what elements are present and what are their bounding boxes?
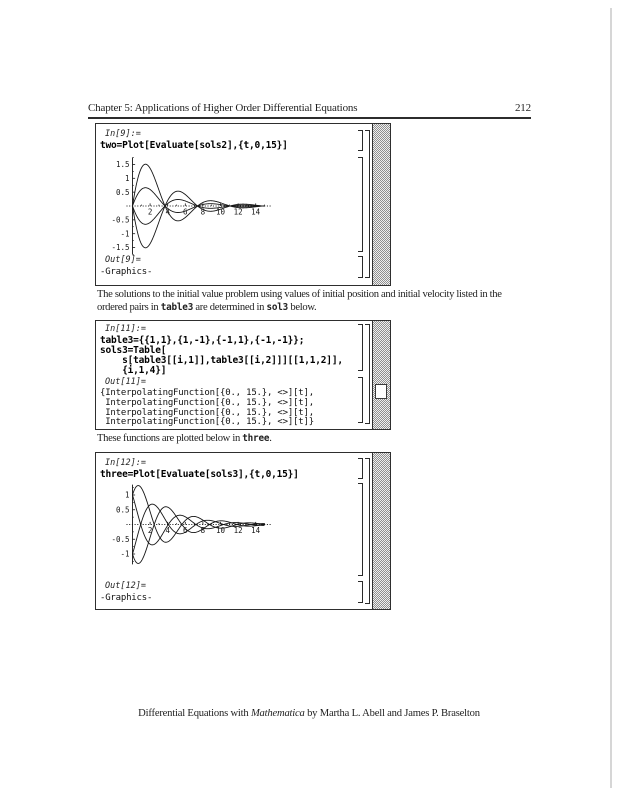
out12-graphics-text: -Graphics- [100,593,153,603]
plot-two [96,154,318,260]
svg-text:-1: -1 [120,229,130,239]
paragraph-1-text: below. [288,302,317,314]
in11-code-line: s[table3[[i,1]],table3[[i,2]]][[1,1,2]], [100,355,343,366]
cell-bracket-out9 [358,256,363,278]
svg-text:12: 12 [233,526,243,535]
header-rule [88,117,531,119]
footer-suffix: by Martha L. Abell and James P. Braselton [304,708,480,719]
cell-group-bracket-1 [365,130,370,278]
cell-bracket-in11 [358,324,363,371]
inline-code-table3: table3 [160,302,194,314]
paragraph-2 [97,432,272,445]
notebook-3-content [96,453,372,609]
paragraph-1-text: are determined in [193,302,267,314]
cell-bracket-out12 [358,581,363,603]
cell-group-bracket-3 [365,458,370,604]
in12-label: In[12]:= [105,458,146,468]
out12-label: Out[12]= [105,581,146,591]
out11-line: InterpolatingFunction[{0., 15.}, <>][t]} [100,417,314,427]
svg-text:1.5: 1.5 [115,160,130,170]
svg-text:14: 14 [251,526,261,535]
svg-text:6: 6 [183,207,188,217]
in11-code-line: table3={{1,1},{1,-1},{-1,1},{-1,-1}}; [100,335,305,346]
svg-text:8: 8 [200,207,206,217]
cell-group-bracket-2 [365,324,370,424]
svg-text:2: 2 [147,207,153,217]
svg-text:1: 1 [124,173,130,183]
paragraph-1-line-1: The solutions to the initial value problem using values of initial position and initial velocity listed in the [97,289,502,300]
svg-text:10: 10 [215,207,226,217]
cell-bracket-graphics-3 [358,483,363,576]
inline-code-sol3: sol3 [266,302,289,314]
page-number: 212 [514,102,531,114]
out11-line: InterpolatingFunction[{0., 15.}, <>][t], [100,408,314,418]
out9-label: Out[9]= [105,255,141,265]
svg-text:6: 6 [183,526,188,535]
notebook-1-content [96,124,372,285]
notebook-2-content [96,321,372,429]
notebook-window-1 [95,123,391,286]
scrollbar-strip-1 [372,124,390,285]
svg-text:12: 12 [233,207,243,217]
scan-edge-line [610,8,612,788]
cell-bracket-in9 [358,130,363,151]
paragraph-1 [97,288,502,315]
scrollbar-strip-2 [372,321,390,429]
svg-text:4: 4 [165,526,170,535]
chapter-title: Chapter 5: Applications of Higher Order Differential Equations [88,102,358,114]
inline-code-three: three [242,433,270,444]
svg-text:14: 14 [251,207,261,217]
in12-code: three=Plot[Evaluate[sols3],{t,0,15}] [100,469,299,480]
scrollbar-strip-3 [372,453,390,609]
in11-code-line: {i,1,4}] [100,365,167,376]
plot-three [96,481,318,581]
page-footer [0,708,618,719]
svg-text:1: 1 [124,490,130,500]
svg-text:-0.5: -0.5 [111,534,130,544]
out11-label: Out[11]= [105,377,146,387]
in9-label: In[9]:= [105,129,141,139]
cell-bracket-out11 [358,377,363,423]
svg-text:2: 2 [147,526,153,535]
paragraph-2-text: These functions are plotted below in [97,433,243,444]
paragraph-2-text: . [269,433,272,444]
paragraph-1-line-2 [97,301,502,314]
notebook-window-3 [95,452,391,610]
in11-code-line: sols3=Table[ [100,345,167,356]
out11-line: {InterpolatingFunction[{0., 15.}, <>][t], [100,388,314,398]
svg-text:0.5: 0.5 [115,187,130,197]
out11-line: InterpolatingFunction[{0., 15.}, <>][t], [100,398,314,408]
svg-text:10: 10 [215,526,226,535]
page-header [88,102,531,114]
out9-graphics-text: -Graphics- [100,267,153,277]
svg-text:4: 4 [165,207,170,217]
cell-bracket-in12 [358,458,363,479]
svg-text:-1: -1 [120,549,130,559]
svg-text:8: 8 [200,526,206,535]
paragraph-1-text: ordered pairs in [97,302,161,314]
svg-text:0.5: 0.5 [115,505,130,515]
svg-text:-1.5: -1.5 [111,243,130,253]
footer-book-title: Mathematica [250,708,305,719]
cell-bracket-graphics-1 [358,157,363,252]
svg-text:-0.5: -0.5 [111,215,130,225]
notebook-window-2 [95,320,391,430]
in9-code: two=Plot[Evaluate[sols2],{t,0,15}] [100,140,288,151]
scrollbar-thumb [375,384,387,399]
footer-prefix: Differential Equations with [138,708,251,719]
in11-label: In[11]:= [105,324,146,334]
